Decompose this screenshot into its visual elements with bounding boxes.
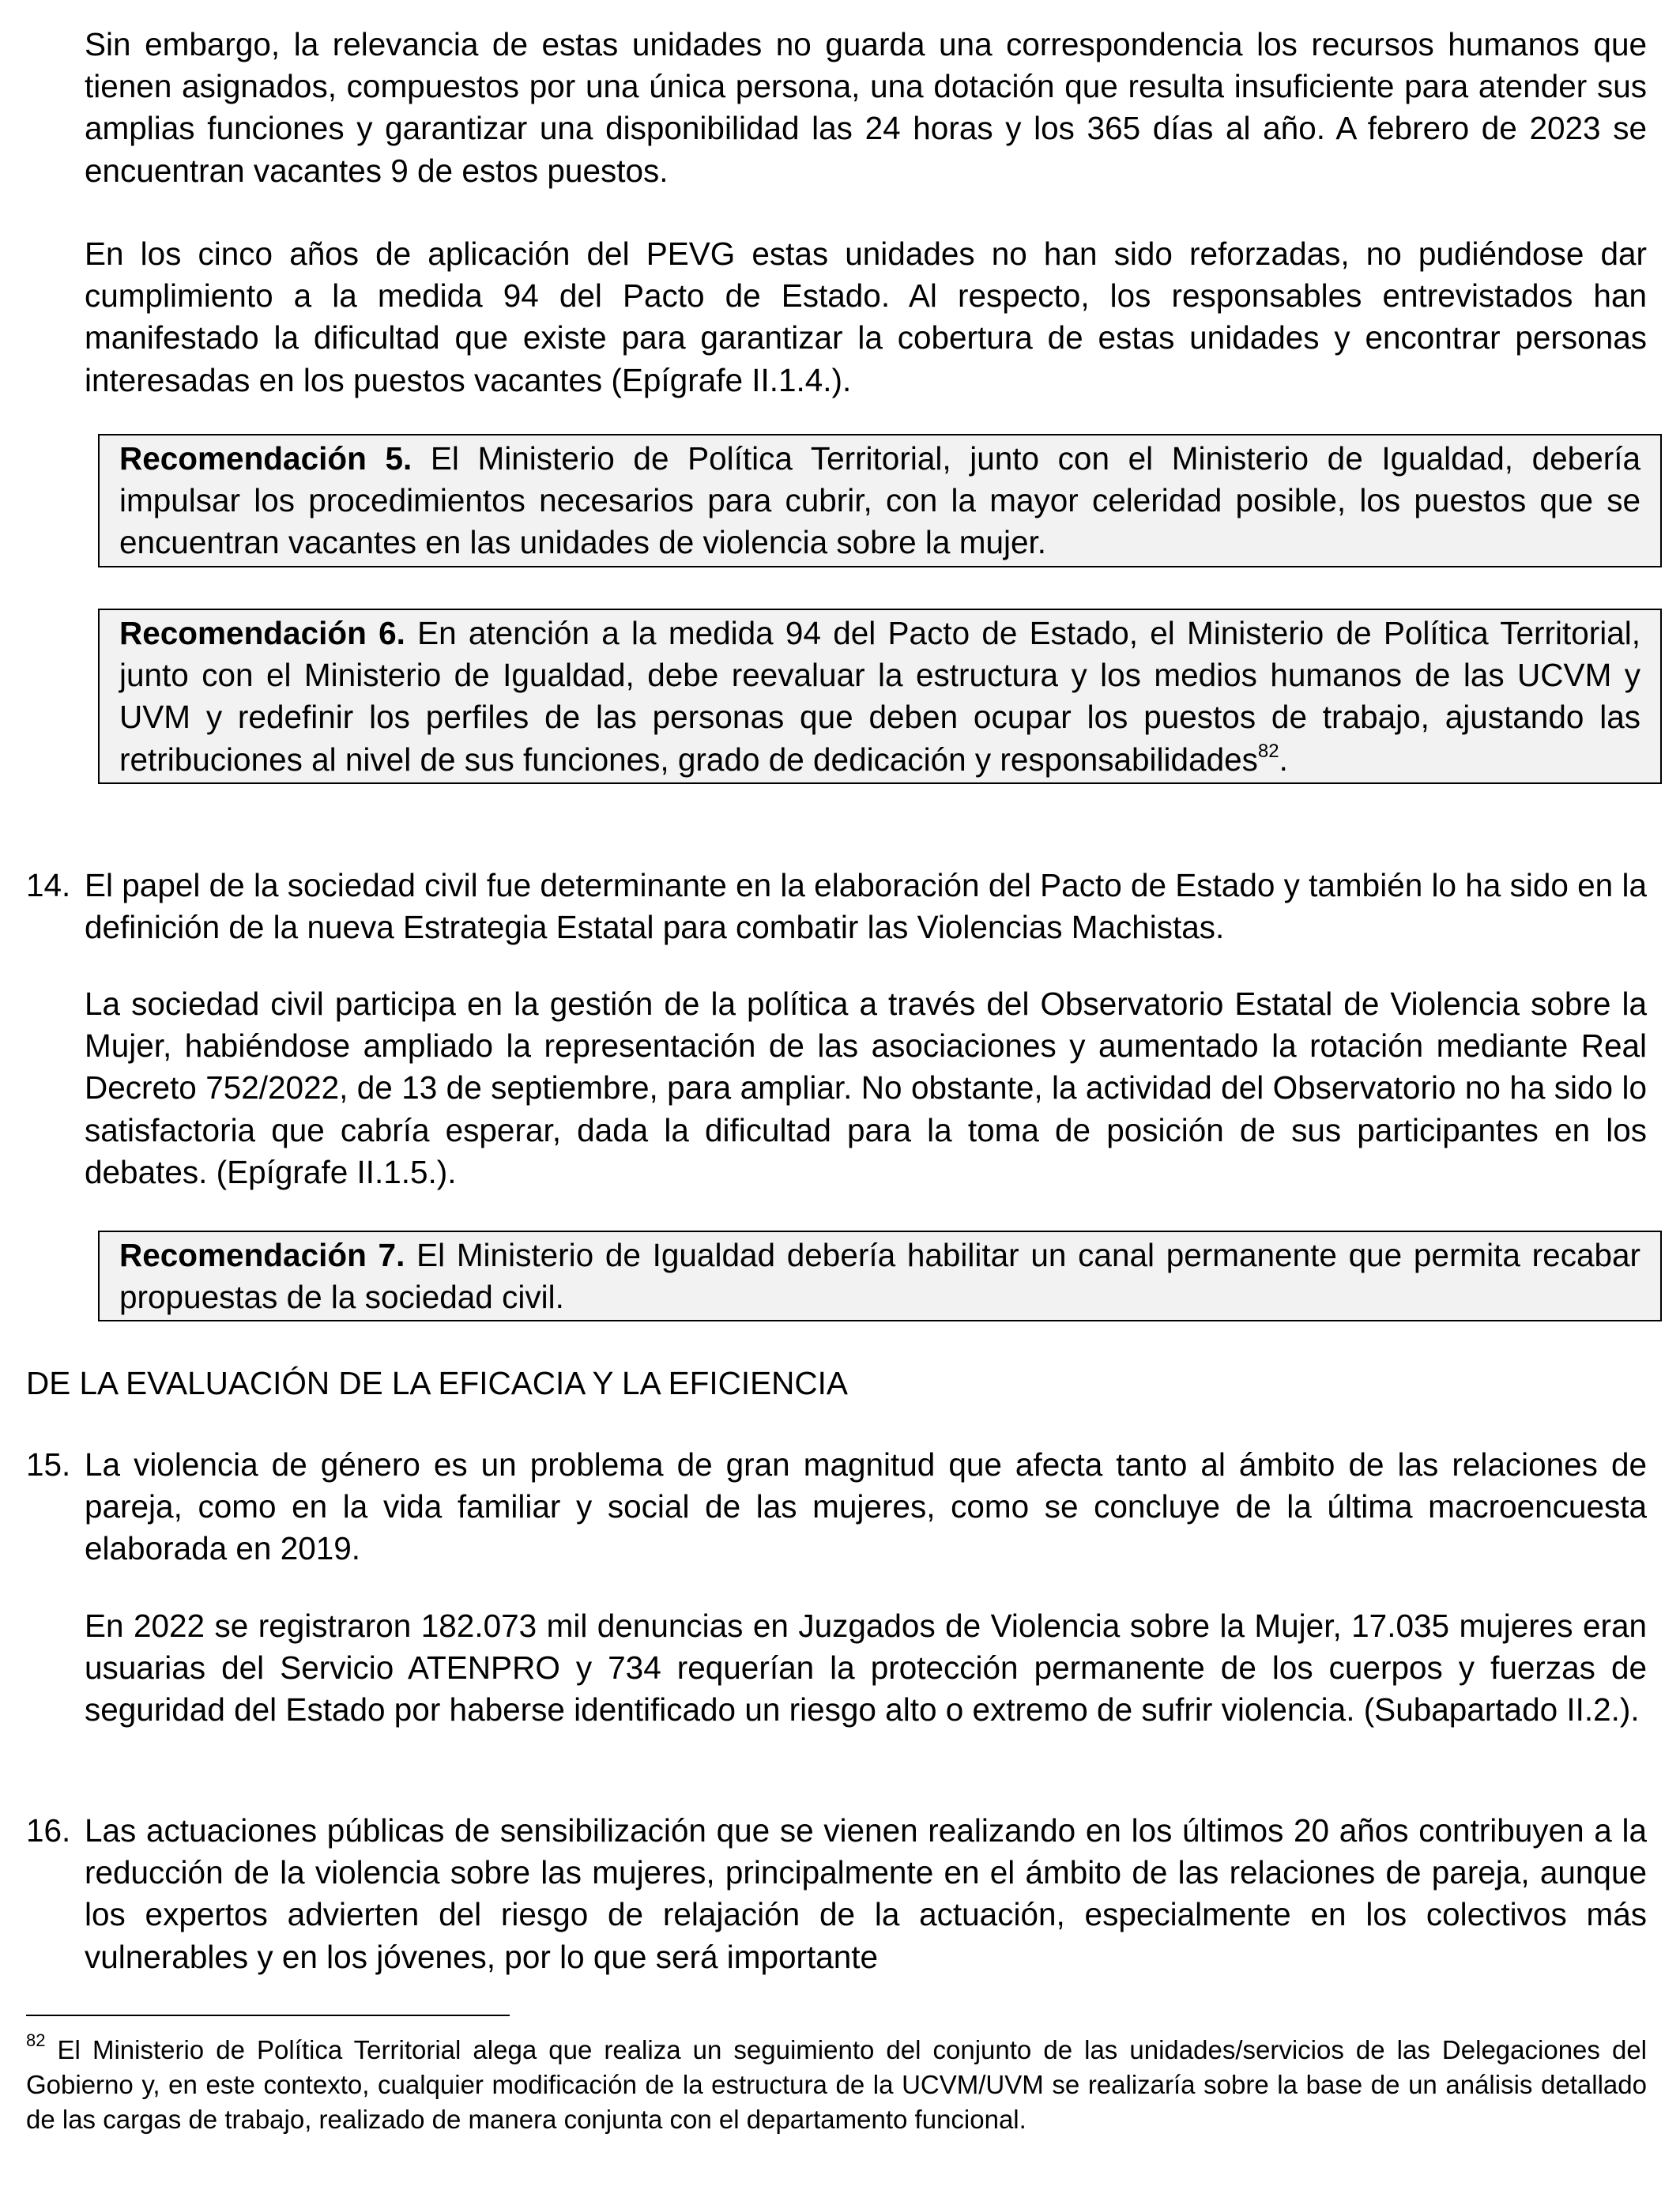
item-14-number: 14. [26,867,71,903]
paragraph-denuncias-2022: En 2022 se registraron 182.073 mil denuncias en Juzgados de Violencia sobre la Mujer, 17.035 mujeres eran usuarias del Servicio ATENPRO y 734 requerían la protección permanente de los cuerpos y fuerzas de seguridad del Estado por haberse identificado un riesgo alto o extremo de sufrir violencia. (Subapartado II.2.). [85,1608,1647,1728]
item-14-text: El papel de la sociedad civil fue determinante en la elaboración del Pacto de Estado y también lo ha sido en la definición de la nueva Estrategia Estatal para combatir las Violencias Machistas. [85,867,1647,946]
recommendation-7-title: Recomendación 7. [119,1237,405,1273]
item-15-text: La violencia de género es un problema de gran magnitud que afecta tanto al ámbito de las relaciones de pareja, como en la vida familiar y social de las mujeres, como se concluye de la última macroencuesta elaborada en 2019. [85,1446,1647,1567]
footnote-number: 82 [26,2030,46,2050]
footnote-82 [26,2030,1647,2137]
paragraph-unidades-recursos: Sin embargo, la relevancia de estas unidades no guarda una correspondencia los recursos humanos que tienen asignados, compuestos por una única persona, una dotación que resulta insuficiente para atender sus amplias funciones y garantizar una disponibilidad las 24 horas y los 365 días al año. A febrero de 2023 se encuentran vacantes 9 de estos puestos. [85,26,1647,189]
recommendation-5-title: Recomendación 5. [119,440,412,477]
footnote-text: El Ministerio de Política Territorial alega que realiza un seguimiento del conjunto de las unidades/servicios de las Delegaciones del Gobierno y, en este contexto, cualquier modificación de la estructura de la UCVM/UVM se realizaría sobre la base de un análisis detallado de las cargas de trabajo, realizado de manera conjunta con el departamento funcional. [26,2035,1647,2134]
recommendation-5-text: El Ministerio de Política Territorial, junto con el Ministerio de Igualdad, debería impulsar los procedimientos necesarios para cubrir, con la mayor celeridad posible, los puestos que se encuentran vacantes en las unidades de violencia sobre la mujer. [119,440,1640,561]
item-15-number: 15. [26,1446,71,1483]
paragraph-pevg-unidades: En los cinco años de aplicación del PEVG estas unidades no han sido reforzadas, no pudiéndose dar cumplimiento a la medida 94 del Pacto de Estado. Al respecto, los responsables entrevistados han manifestado la dificultad que existe para garantizar la cobertura de estas unidades y encontrar personas interesadas en los puestos vacantes (Epígrafe II.1.4.). [85,236,1647,398]
footnote-reference-82[interactable]: 82 [1257,741,1279,763]
recommendation-6-box [98,609,1662,784]
item-16-number: 16. [26,1812,71,1849]
footnote-separator [26,2015,510,2016]
recommendation-6-title: Recomendación 6. [119,615,405,651]
recommendation-6-end: . [1279,741,1288,778]
recommendation-7-box [98,1231,1662,1321]
section-heading: DE LA EVALUACIÓN DE LA EFICACIA Y LA EFICIENCIA [26,1365,848,1401]
item-16-text: Las actuaciones públicas de sensibilización que se vienen realizando en los últimos 20 años contribuyen a la reducción de la violencia sobre las mujeres, principalmente en el ámbito de las relaciones de pareja, aunque los expertos advierten del riesgo de relajación de la actuación, especialmente en los colectivos más vulnerables y en los jóvenes, por lo que será importante [85,1812,1647,1975]
recommendation-6-text: En atención a la medida 94 del Pacto de Estado, el Ministerio de Política Territorial, junto con el Ministerio de Igualdad, debe reevaluar la estructura y los medios humanos de las UCVM y UVM y redefinir los perfiles de las personas que deben ocupar los puestos de trabajo, ajustando las retribuciones al nivel de sus funciones, grado de dedicación y responsabilidades [119,615,1640,778]
paragraph-sociedad-civil: La sociedad civil participa en la gestión de la política a través del Observatorio Estatal de Violencia sobre la Mujer, habiéndose ampliado la representación de las asociaciones y aumentado la rotación mediante Real Decreto 752/2022, de 13 de septiembre, para ampliar. No obstante, la actividad del Observatorio no ha sido lo satisfactoria que cabría esperar, dada la dificultad para la toma de posición de sus participantes en los debates. (Epígrafe II.1.5.). [85,986,1647,1190]
recommendation-7-text: El Ministerio de Igualdad debería habilitar un canal permanente que permita recabar propuestas de la sociedad civil. [119,1237,1640,1316]
recommendation-5-box [98,434,1662,567]
